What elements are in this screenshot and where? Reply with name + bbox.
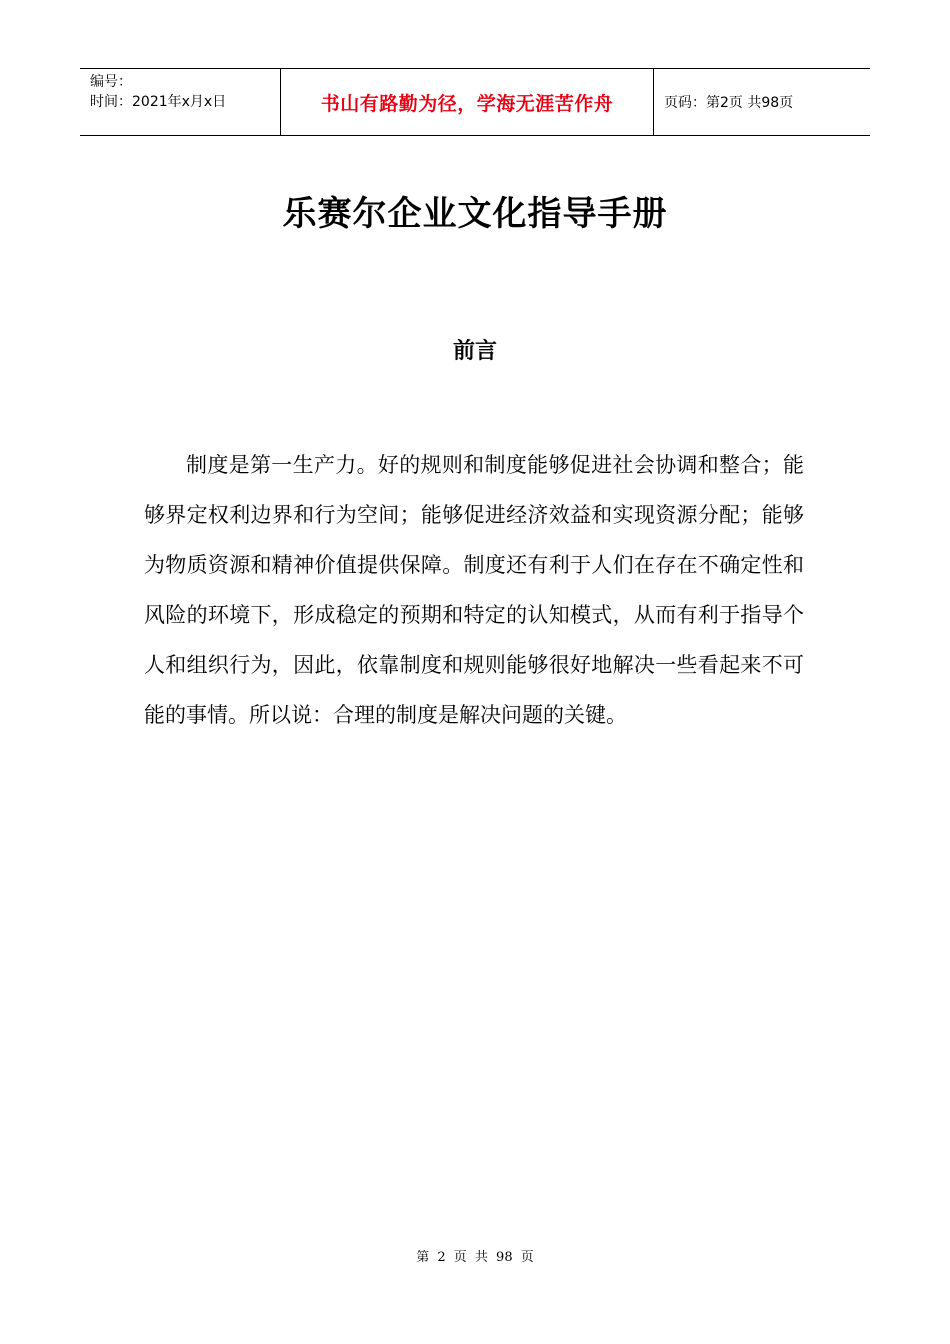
document-number-label: 编号： [90,74,132,90]
page-header [80,68,870,136]
page-footer: 第 2 页 共 98 页 [416,1250,534,1265]
body-paragraph: 制度是第一生产力。好的规则和制度能够促进社会协调和整合；能够界定权利边界和行为空间；能够促进经济效益和实现资源分配；能够为物质资源和精神价值提供保障。制度还有利于人们在存在不确定性和风险的环境下，形成稳定的预期和特定的认知模式，从而有利于指导个人和组织行为，因此，依靠制度和规则能够很好地解决一些看起来不可能的事情。所以说：合理的制度是解决问题的关键。 [144,453,804,727]
section-heading: 前言 [452,339,497,364]
header-motto-cell [281,69,654,135]
header-page-info: 页码：第2页 共98页 [664,95,794,111]
document-title: 乐赛尔企业文化指导手册 [282,194,668,234]
header-meta-cell [80,69,281,135]
document-date-label: 时间：2021年x月x日 [90,94,227,110]
header-page-cell [654,69,870,135]
header-motto: 书山有路勤为径，学海无涯苦作舟 [320,92,614,115]
